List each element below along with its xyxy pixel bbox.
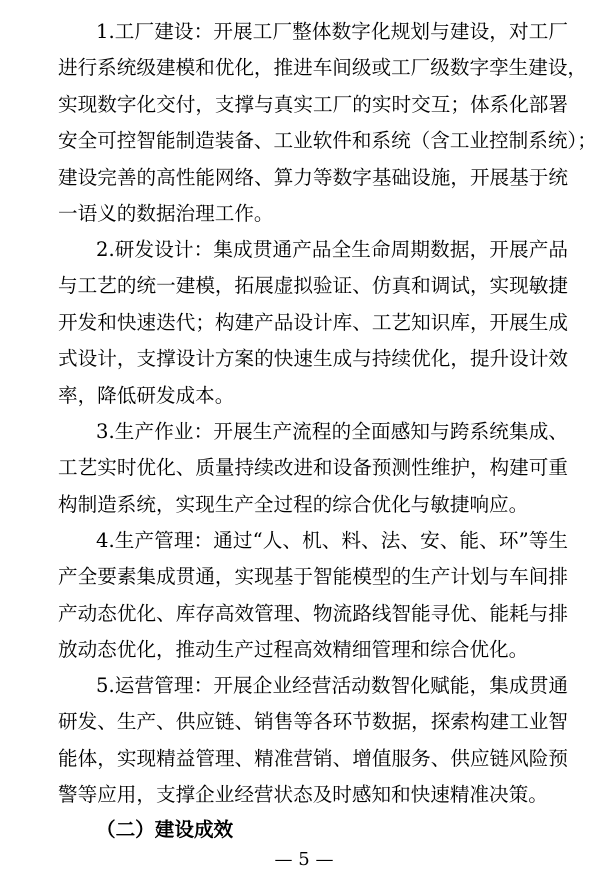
text-line: 建设完善的高性能网络、算力等数字基础设施，开展基于统: [58, 165, 568, 189]
paragraph-factory-construction: [58, 14, 597, 232]
text-line: 工艺实时优化、质量持续改进和设备预测性维护，构建可重: [58, 456, 568, 480]
paragraph-operations-management: [58, 668, 568, 814]
text-line: 警等应用，支撑企业经营状态及时感知和快速精准决策。: [58, 783, 548, 807]
text-line: 5.运营管理：开展企业经营活动数智化赋能，集成贯通: [96, 674, 568, 697]
text-line: 1.工厂建设：开展工厂整体数字化规划与建设，对工厂: [96, 20, 568, 43]
text-line: 率，降低研发成本。: [58, 383, 235, 407]
section-heading: （二）建设成效: [96, 818, 234, 841]
text-line: 进行系统级建模和优化，推进车间级或工厂级数字孪生建设，: [58, 56, 588, 80]
paragraph-production-operation: [58, 414, 568, 523]
paragraph-rd-design: [58, 232, 568, 414]
text-line: 能体，实现精益管理、精准营销、增值服务、供应链风险预: [58, 746, 568, 770]
text-line: 实现数字化交付，支撑与真实工厂的实时交互；体系化部署: [58, 92, 568, 116]
text-line: 产动态优化、库存高效管理、物流路线智能寻优、能耗与排: [58, 601, 568, 625]
text-line: 放动态优化，推动生产过程高效精细管理和综合优化。: [58, 638, 529, 662]
text-line: 式设计，支撑设计方案的快速生成与持续优化，提升设计效: [58, 347, 568, 371]
text-line: 一语义的数据治理工作。: [58, 201, 274, 225]
text-line: 开发和快速迭代；构建产品设计库、工艺知识库，开展生成: [58, 310, 568, 334]
page-number: — 5 —: [274, 849, 334, 870]
text-line: 与工艺的统一建模，拓展虚拟验证、仿真和调试，实现敏捷: [58, 274, 568, 298]
text-line: 研发、生产、供应链、销售等各环节数据，探索构建工业智: [58, 710, 568, 734]
text-line: 2.研发设计：集成贯通产品全生命周期数据，开展产品: [96, 238, 568, 261]
text-line: 3.生产作业：开展生产流程的全面感知与跨系统集成、: [96, 420, 568, 443]
text-line: 产全要素集成贯通，实现基于智能模型的生产计划与车间排: [58, 565, 568, 589]
text-line: 构制造系统，实现生产全过程的综合优化与敏捷响应。: [58, 492, 529, 516]
text-line: 4.生产管理：通过“人、机、料、法、安、能、环”等生: [96, 529, 568, 552]
text-line: 安全可控智能制造装备、工业软件和系统（含工业控制系统）；: [58, 129, 597, 153]
paragraph-production-management: [58, 523, 568, 669]
